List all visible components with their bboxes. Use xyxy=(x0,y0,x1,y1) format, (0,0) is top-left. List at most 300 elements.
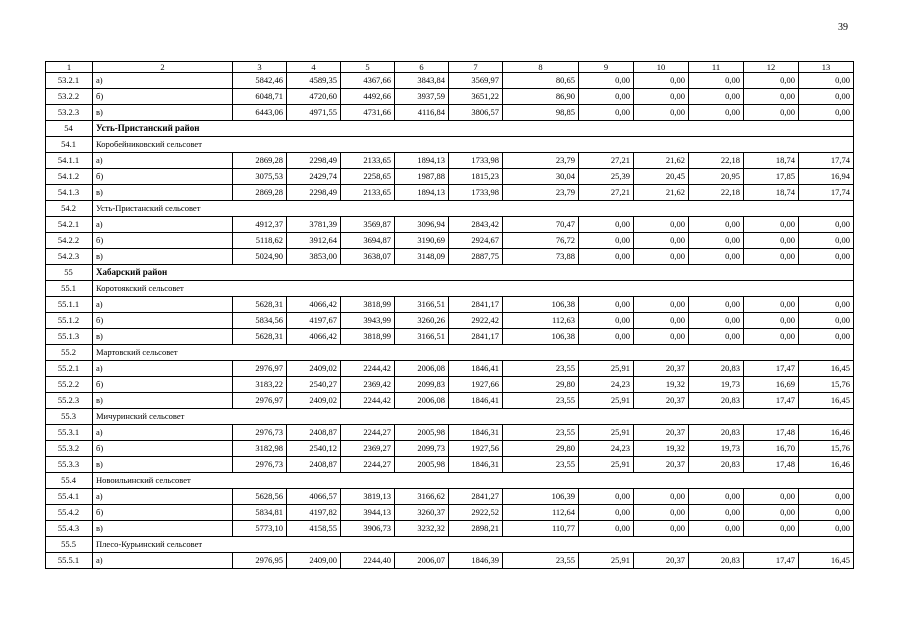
value-cell: 0,00 xyxy=(799,89,854,105)
table-row xyxy=(46,505,854,521)
council-name: Плесо-Курьинский сельсовет xyxy=(93,537,854,553)
value-cell: 0,00 xyxy=(689,233,744,249)
table-row xyxy=(46,233,854,249)
column-number-row xyxy=(46,62,854,73)
table-row xyxy=(46,217,854,233)
row-id: 55.1.3 xyxy=(46,329,93,345)
value-cell: 23,79 xyxy=(503,153,579,169)
value-cell: 2408,87 xyxy=(287,425,341,441)
value-cell: 16,94 xyxy=(799,169,854,185)
value-cell: 3818,99 xyxy=(341,297,395,313)
value-cell: 3232,32 xyxy=(395,521,449,537)
table-row xyxy=(46,169,854,185)
value-cell: 2841,17 xyxy=(449,329,503,345)
value-cell: 2409,02 xyxy=(287,361,341,377)
table-row xyxy=(46,313,854,329)
value-cell: 0,00 xyxy=(579,505,634,521)
value-cell: 2976,97 xyxy=(233,393,287,409)
value-cell: 21,62 xyxy=(634,153,689,169)
row-label: а) xyxy=(93,153,233,169)
value-cell: 16,46 xyxy=(799,425,854,441)
value-cell: 0,00 xyxy=(744,217,799,233)
row-label: а) xyxy=(93,489,233,505)
row-label: б) xyxy=(93,233,233,249)
value-cell: 2976,97 xyxy=(233,361,287,377)
value-cell: 0,00 xyxy=(689,297,744,313)
row-id: 55.4.3 xyxy=(46,521,93,537)
column-number-5: 5 xyxy=(341,62,395,73)
district-header-row xyxy=(46,121,854,137)
row-label: а) xyxy=(93,297,233,313)
value-cell: 25,91 xyxy=(579,425,634,441)
column-number-8: 8 xyxy=(503,62,579,73)
row-id: 55.1.1 xyxy=(46,297,93,313)
value-cell: 0,00 xyxy=(634,89,689,105)
value-cell: 2869,28 xyxy=(233,185,287,201)
value-cell: 0,00 xyxy=(799,313,854,329)
table-row xyxy=(46,329,854,345)
value-cell: 2924,67 xyxy=(449,233,503,249)
value-cell: 16,45 xyxy=(799,393,854,409)
value-cell: 23,55 xyxy=(503,425,579,441)
value-cell: 3853,00 xyxy=(287,249,341,265)
value-cell: 25,91 xyxy=(579,393,634,409)
value-cell: 80,65 xyxy=(503,73,579,89)
value-cell: 3190,69 xyxy=(395,233,449,249)
value-cell: 20,83 xyxy=(689,425,744,441)
council-name: Коротоякский сельсовет xyxy=(93,281,854,297)
value-cell: 1894,13 xyxy=(395,153,449,169)
value-cell: 25,91 xyxy=(579,553,634,569)
value-cell: 20,37 xyxy=(634,361,689,377)
row-label: в) xyxy=(93,457,233,473)
value-cell: 22,18 xyxy=(689,185,744,201)
value-cell: 20,37 xyxy=(634,393,689,409)
value-cell: 1987,88 xyxy=(395,169,449,185)
value-cell: 0,00 xyxy=(579,217,634,233)
council-name: Мартовский сельсовет xyxy=(93,345,854,361)
value-cell: 19,73 xyxy=(689,441,744,457)
row-label: в) xyxy=(93,521,233,537)
table-row xyxy=(46,521,854,537)
row-id: 54.1.2 xyxy=(46,169,93,185)
value-cell: 2898,21 xyxy=(449,521,503,537)
value-cell: 4367,66 xyxy=(341,73,395,89)
value-cell: 5773,10 xyxy=(233,521,287,537)
row-id: 55.5.1 xyxy=(46,553,93,569)
value-cell: 3906,73 xyxy=(341,521,395,537)
row-id: 55.5 xyxy=(46,537,93,553)
row-id: 55.4.1 xyxy=(46,489,93,505)
value-cell: 0,00 xyxy=(579,89,634,105)
row-label: б) xyxy=(93,89,233,105)
value-cell: 2843,42 xyxy=(449,217,503,233)
value-cell: 3096,94 xyxy=(395,217,449,233)
council-header-row xyxy=(46,137,854,153)
value-cell: 6443,06 xyxy=(233,105,287,121)
value-cell: 17,74 xyxy=(799,153,854,169)
row-id: 55.3 xyxy=(46,409,93,425)
value-cell: 23,55 xyxy=(503,393,579,409)
row-id: 53.2.3 xyxy=(46,105,93,121)
value-cell: 0,00 xyxy=(744,233,799,249)
value-cell: 22,18 xyxy=(689,153,744,169)
value-cell: 24,23 xyxy=(579,377,634,393)
value-cell: 5842,46 xyxy=(233,73,287,89)
value-cell: 4066,57 xyxy=(287,489,341,505)
row-id: 55.2.1 xyxy=(46,361,93,377)
value-cell: 23,55 xyxy=(503,553,579,569)
row-label: б) xyxy=(93,313,233,329)
row-id: 55.1.2 xyxy=(46,313,93,329)
value-cell: 1846,31 xyxy=(449,425,503,441)
value-cell: 0,00 xyxy=(634,489,689,505)
row-label: а) xyxy=(93,553,233,569)
value-cell: 0,00 xyxy=(689,105,744,121)
value-cell: 106,38 xyxy=(503,329,579,345)
value-cell: 0,00 xyxy=(579,233,634,249)
tariff-table xyxy=(45,61,854,569)
value-cell: 4066,42 xyxy=(287,297,341,313)
column-number-13: 13 xyxy=(799,62,854,73)
value-cell: 2409,02 xyxy=(287,393,341,409)
value-cell: 5628,31 xyxy=(233,329,287,345)
value-cell: 0,00 xyxy=(579,521,634,537)
district-header-row xyxy=(46,265,854,281)
value-cell: 3166,51 xyxy=(395,329,449,345)
value-cell: 2244,42 xyxy=(341,361,395,377)
value-cell: 23,79 xyxy=(503,185,579,201)
value-cell: 0,00 xyxy=(799,505,854,521)
value-cell: 3260,37 xyxy=(395,505,449,521)
page-number: 39 xyxy=(838,22,848,33)
row-id: 54.2.3 xyxy=(46,249,93,265)
value-cell: 20,95 xyxy=(689,169,744,185)
row-label: а) xyxy=(93,361,233,377)
value-cell: 0,00 xyxy=(689,73,744,89)
value-cell: 0,00 xyxy=(799,233,854,249)
value-cell: 3569,97 xyxy=(449,73,503,89)
table-row xyxy=(46,249,854,265)
value-cell: 3182,98 xyxy=(233,441,287,457)
value-cell: 2244,27 xyxy=(341,457,395,473)
value-cell: 18,74 xyxy=(744,153,799,169)
value-cell: 2540,27 xyxy=(287,377,341,393)
value-cell: 0,00 xyxy=(799,521,854,537)
value-cell: 20,83 xyxy=(689,361,744,377)
row-id: 55.3.1 xyxy=(46,425,93,441)
value-cell: 20,37 xyxy=(634,425,689,441)
row-id: 55.4 xyxy=(46,473,93,489)
value-cell: 2841,17 xyxy=(449,297,503,313)
council-header-row xyxy=(46,473,854,489)
value-cell: 2133,65 xyxy=(341,153,395,169)
value-cell: 19,32 xyxy=(634,441,689,457)
value-cell: 0,00 xyxy=(634,249,689,265)
value-cell: 17,85 xyxy=(744,169,799,185)
value-cell: 23,55 xyxy=(503,361,579,377)
value-cell: 2976,73 xyxy=(233,425,287,441)
value-cell: 3651,22 xyxy=(449,89,503,105)
value-cell: 3148,09 xyxy=(395,249,449,265)
value-cell: 16,46 xyxy=(799,457,854,473)
value-cell: 1815,23 xyxy=(449,169,503,185)
value-cell: 0,00 xyxy=(634,329,689,345)
value-cell: 2006,08 xyxy=(395,393,449,409)
value-cell: 2841,27 xyxy=(449,489,503,505)
value-cell: 0,00 xyxy=(579,249,634,265)
value-cell: 0,00 xyxy=(744,89,799,105)
value-cell: 1733,98 xyxy=(449,185,503,201)
value-cell: 3944,13 xyxy=(341,505,395,521)
value-cell: 17,47 xyxy=(744,553,799,569)
value-cell: 0,00 xyxy=(579,105,634,121)
value-cell: 2005,98 xyxy=(395,457,449,473)
value-cell: 0,00 xyxy=(744,249,799,265)
value-cell: 112,64 xyxy=(503,505,579,521)
value-cell: 3781,39 xyxy=(287,217,341,233)
value-cell: 3937,59 xyxy=(395,89,449,105)
value-cell: 0,00 xyxy=(799,329,854,345)
row-label: в) xyxy=(93,105,233,121)
row-label: б) xyxy=(93,505,233,521)
value-cell: 2976,73 xyxy=(233,457,287,473)
value-cell: 2099,73 xyxy=(395,441,449,457)
table-row xyxy=(46,361,854,377)
value-cell: 2369,27 xyxy=(341,441,395,457)
value-cell: 4731,66 xyxy=(341,105,395,121)
value-cell: 2922,42 xyxy=(449,313,503,329)
row-label: в) xyxy=(93,393,233,409)
value-cell: 2540,12 xyxy=(287,441,341,457)
value-cell: 0,00 xyxy=(744,297,799,313)
value-cell: 29,80 xyxy=(503,441,579,457)
value-cell: 0,00 xyxy=(579,73,634,89)
value-cell: 106,39 xyxy=(503,489,579,505)
value-cell: 19,73 xyxy=(689,377,744,393)
district-name: Хабарский район xyxy=(93,265,854,281)
value-cell: 29,80 xyxy=(503,377,579,393)
value-cell: 16,70 xyxy=(744,441,799,457)
value-cell: 2244,27 xyxy=(341,425,395,441)
row-label: б) xyxy=(93,169,233,185)
column-number-4: 4 xyxy=(287,62,341,73)
value-cell: 20,37 xyxy=(634,457,689,473)
row-label: в) xyxy=(93,185,233,201)
column-number-3: 3 xyxy=(233,62,287,73)
value-cell: 17,47 xyxy=(744,361,799,377)
row-id: 55.3.2 xyxy=(46,441,93,457)
row-id: 54.1.1 xyxy=(46,153,93,169)
value-cell: 0,00 xyxy=(689,217,744,233)
value-cell: 3183,22 xyxy=(233,377,287,393)
value-cell: 3943,99 xyxy=(341,313,395,329)
value-cell: 3075,53 xyxy=(233,169,287,185)
row-label: б) xyxy=(93,377,233,393)
row-label: в) xyxy=(93,329,233,345)
value-cell: 15,76 xyxy=(799,377,854,393)
value-cell: 4971,55 xyxy=(287,105,341,121)
column-number-2: 2 xyxy=(93,62,233,73)
value-cell: 25,39 xyxy=(579,169,634,185)
value-cell: 20,83 xyxy=(689,457,744,473)
value-cell: 3166,62 xyxy=(395,489,449,505)
value-cell: 0,00 xyxy=(744,73,799,89)
table-row xyxy=(46,73,854,89)
value-cell: 0,00 xyxy=(689,329,744,345)
value-cell: 4720,60 xyxy=(287,89,341,105)
row-label: а) xyxy=(93,217,233,233)
value-cell: 2922,52 xyxy=(449,505,503,521)
value-cell: 0,00 xyxy=(634,297,689,313)
value-cell: 2258,65 xyxy=(341,169,395,185)
value-cell: 0,00 xyxy=(744,521,799,537)
value-cell: 0,00 xyxy=(799,489,854,505)
value-cell: 0,00 xyxy=(689,313,744,329)
value-cell: 15,76 xyxy=(799,441,854,457)
value-cell: 23,55 xyxy=(503,457,579,473)
value-cell: 6048,71 xyxy=(233,89,287,105)
value-cell: 0,00 xyxy=(744,313,799,329)
value-cell: 5834,81 xyxy=(233,505,287,521)
value-cell: 4197,82 xyxy=(287,505,341,521)
value-cell: 20,83 xyxy=(689,553,744,569)
value-cell: 2006,07 xyxy=(395,553,449,569)
value-cell: 106,38 xyxy=(503,297,579,313)
council-name: Новоильинский сельсовет xyxy=(93,473,854,489)
value-cell: 0,00 xyxy=(634,73,689,89)
value-cell: 2006,08 xyxy=(395,361,449,377)
value-cell: 2887,75 xyxy=(449,249,503,265)
council-header-row xyxy=(46,201,854,217)
value-cell: 0,00 xyxy=(689,521,744,537)
row-id: 54.2.1 xyxy=(46,217,93,233)
value-cell: 3912,64 xyxy=(287,233,341,249)
table-row xyxy=(46,553,854,569)
column-number-7: 7 xyxy=(449,62,503,73)
row-id: 53.2.2 xyxy=(46,89,93,105)
row-id: 54 xyxy=(46,121,93,137)
council-name: Мичуринский сельсовет xyxy=(93,409,854,425)
row-id: 55.4.2 xyxy=(46,505,93,521)
row-label: б) xyxy=(93,441,233,457)
value-cell: 1733,98 xyxy=(449,153,503,169)
value-cell: 3260,26 xyxy=(395,313,449,329)
table-row xyxy=(46,185,854,201)
district-name: Усть-Пристанский район xyxy=(93,121,854,137)
value-cell: 70,47 xyxy=(503,217,579,233)
value-cell: 1846,31 xyxy=(449,457,503,473)
value-cell: 3569,87 xyxy=(341,217,395,233)
value-cell: 0,00 xyxy=(634,521,689,537)
value-cell: 3806,57 xyxy=(449,105,503,121)
value-cell: 0,00 xyxy=(579,329,634,345)
value-cell: 0,00 xyxy=(634,313,689,329)
value-cell: 3694,87 xyxy=(341,233,395,249)
column-number-6: 6 xyxy=(395,62,449,73)
row-id: 54.2.2 xyxy=(46,233,93,249)
value-cell: 5118,62 xyxy=(233,233,287,249)
value-cell: 76,72 xyxy=(503,233,579,249)
value-cell: 3638,07 xyxy=(341,249,395,265)
table-row xyxy=(46,105,854,121)
value-cell: 20,45 xyxy=(634,169,689,185)
council-header-row xyxy=(46,281,854,297)
value-cell: 1846,41 xyxy=(449,361,503,377)
value-cell: 1894,13 xyxy=(395,185,449,201)
table-row xyxy=(46,377,854,393)
value-cell: 0,00 xyxy=(579,313,634,329)
value-cell: 20,83 xyxy=(689,393,744,409)
value-cell: 0,00 xyxy=(634,105,689,121)
value-cell: 1846,39 xyxy=(449,553,503,569)
value-cell: 2976,95 xyxy=(233,553,287,569)
row-id: 55.2.3 xyxy=(46,393,93,409)
value-cell: 3843,84 xyxy=(395,73,449,89)
value-cell: 0,00 xyxy=(744,505,799,521)
table-row xyxy=(46,441,854,457)
value-cell: 2099,83 xyxy=(395,377,449,393)
value-cell: 1927,66 xyxy=(449,377,503,393)
value-cell: 17,48 xyxy=(744,425,799,441)
value-cell: 0,00 xyxy=(799,105,854,121)
value-cell: 5628,56 xyxy=(233,489,287,505)
value-cell: 110,77 xyxy=(503,521,579,537)
council-name: Усть-Пристанский сельсовет xyxy=(93,201,854,217)
row-id: 54.1.3 xyxy=(46,185,93,201)
value-cell: 2244,40 xyxy=(341,553,395,569)
row-id: 55 xyxy=(46,265,93,281)
value-cell: 19,32 xyxy=(634,377,689,393)
value-cell: 2408,87 xyxy=(287,457,341,473)
value-cell: 0,00 xyxy=(799,249,854,265)
table-row xyxy=(46,393,854,409)
row-id: 55.3.3 xyxy=(46,457,93,473)
value-cell: 0,00 xyxy=(744,329,799,345)
council-header-row xyxy=(46,409,854,425)
value-cell: 18,74 xyxy=(744,185,799,201)
value-cell: 4912,37 xyxy=(233,217,287,233)
value-cell: 4158,55 xyxy=(287,521,341,537)
value-cell: 30,04 xyxy=(503,169,579,185)
table-row xyxy=(46,457,854,473)
table-body xyxy=(46,62,854,569)
value-cell: 86,90 xyxy=(503,89,579,105)
value-cell: 24,23 xyxy=(579,441,634,457)
value-cell: 3818,99 xyxy=(341,329,395,345)
value-cell: 4066,42 xyxy=(287,329,341,345)
value-cell: 27,21 xyxy=(579,153,634,169)
value-cell: 16,45 xyxy=(799,553,854,569)
value-cell: 4197,67 xyxy=(287,313,341,329)
value-cell: 16,69 xyxy=(744,377,799,393)
row-id: 53.2.1 xyxy=(46,73,93,89)
value-cell: 0,00 xyxy=(689,89,744,105)
row-id: 55.1 xyxy=(46,281,93,297)
value-cell: 16,45 xyxy=(799,361,854,377)
value-cell: 0,00 xyxy=(579,489,634,505)
value-cell: 2869,28 xyxy=(233,153,287,169)
row-id: 55.2 xyxy=(46,345,93,361)
column-number-12: 12 xyxy=(744,62,799,73)
value-cell: 17,47 xyxy=(744,393,799,409)
row-label: а) xyxy=(93,425,233,441)
value-cell: 0,00 xyxy=(634,233,689,249)
value-cell: 0,00 xyxy=(634,217,689,233)
value-cell: 21,62 xyxy=(634,185,689,201)
table-row xyxy=(46,489,854,505)
council-name: Коробейниковский сельсовет xyxy=(93,137,854,153)
